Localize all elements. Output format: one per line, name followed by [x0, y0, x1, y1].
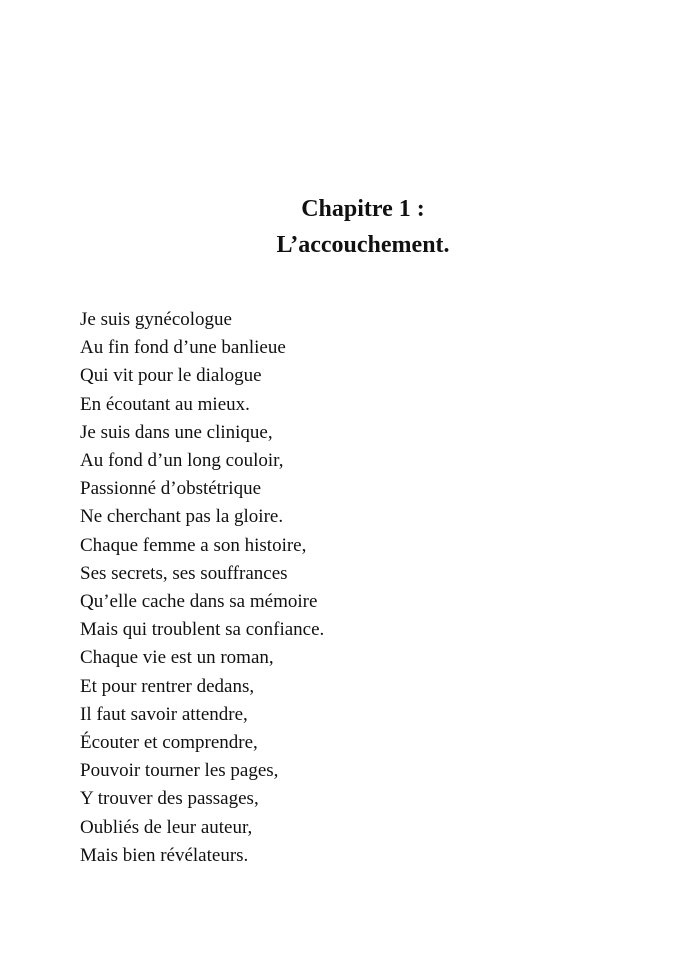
poem-line: Mais qui troublent sa confiance. — [80, 619, 325, 641]
poem-body — [80, 306, 324, 870]
poem-line: Pouvoir tourner les pages, — [80, 760, 279, 782]
poem-line: Je suis dans une clinique, — [80, 421, 273, 443]
poem-line: Oubliés de leur auteur, — [80, 816, 253, 838]
chapter-name: L’accouchement. — [276, 232, 450, 258]
poem-line: Chaque femme a son histoire, — [80, 534, 307, 556]
chapter-title — [0, 191, 700, 263]
poem-line: Je suis gynécologue — [80, 309, 232, 330]
poem-line: Chaque vie est un roman, — [80, 647, 274, 669]
poem-line: Passionné d’obstétrique — [80, 478, 262, 500]
poem-line: Ne cherchant pas la gloire. — [80, 506, 284, 528]
poem-line: Il faut savoir attendre, — [80, 703, 248, 725]
poem-line: Ses secrets, ses souffrances — [80, 562, 288, 584]
poem-line: Mais bien révélateurs. — [80, 844, 249, 866]
poem-line: Et pour rentrer dedans, — [80, 675, 255, 697]
poem-line: Qu’elle cache dans sa mémoire — [80, 591, 318, 613]
poem-line: Y trouver des passages, — [80, 788, 259, 810]
poem-line: Au fin fond d’une banlieue — [80, 337, 286, 359]
chapter-heading: Chapitre 1 : — [301, 196, 425, 222]
poem-line: Écouter et comprendre, — [80, 732, 258, 754]
poem-line: Qui vit pour le dialogue — [80, 365, 262, 387]
poem-line: En écoutant au mieux. — [80, 393, 250, 415]
poem-line: Au fond d’un long couloir, — [80, 450, 284, 472]
